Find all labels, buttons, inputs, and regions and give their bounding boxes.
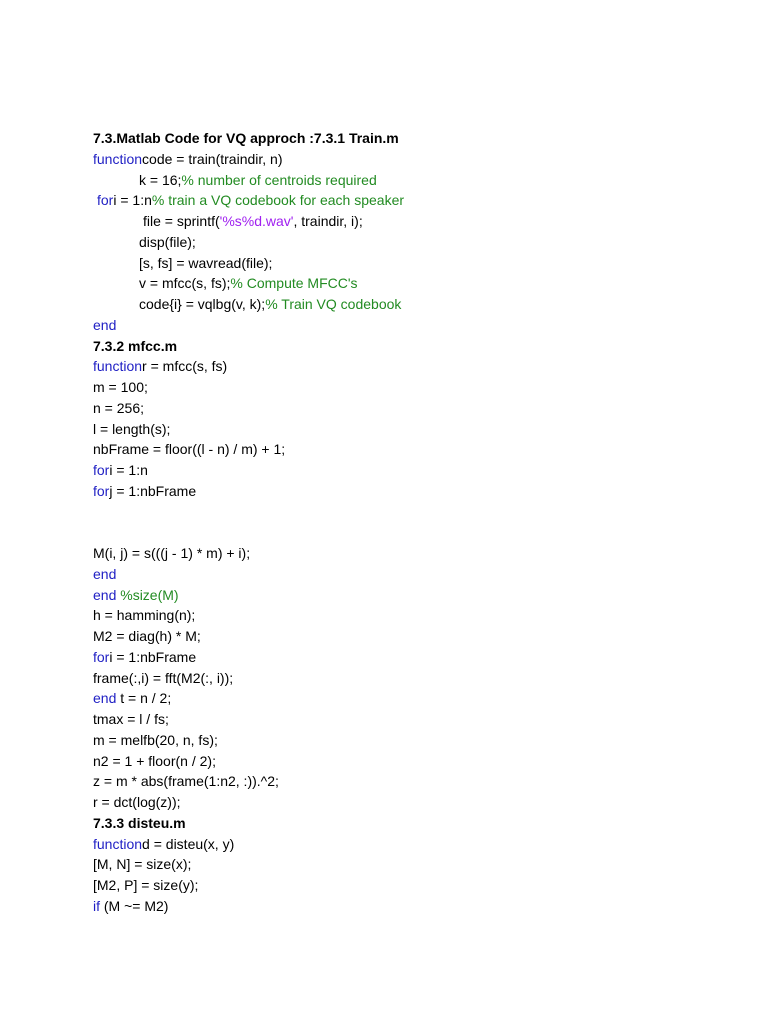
keyword: for	[93, 462, 110, 478]
code-text: (M ~= M2)	[100, 897, 169, 914]
section-heading-mfcc: 7.3.2 mfcc.m	[93, 337, 178, 354]
keyword: for	[93, 648, 110, 665]
code-line	[93, 564, 733, 585]
code-text: r = mfcc(s, fs)	[142, 358, 228, 375]
code-line	[93, 398, 733, 419]
code-text: k = 16;	[139, 171, 182, 188]
code-text: l = length(s);	[93, 420, 171, 437]
code-text: nbFrame = floor((l - n) / m) + 1;	[93, 441, 286, 458]
code-line	[93, 834, 733, 855]
comment: % train a VQ codebook for each speaker	[151, 192, 405, 209]
code-text: , traindir, i);	[293, 213, 363, 229]
code-text: r = dct(log(z));	[93, 794, 181, 810]
code-line	[93, 149, 733, 170]
code-line	[93, 751, 733, 772]
code-line	[93, 771, 733, 792]
code-text: code = train(traindir, n)	[142, 150, 283, 167]
code-line	[93, 896, 733, 917]
code-text: frame(:,i) = fft(M2(:, i));	[93, 669, 234, 686]
code-text: t = n / 2;	[120, 690, 172, 707]
keyword: end	[93, 565, 117, 582]
code-line	[93, 875, 733, 896]
code-text: m = 100;	[93, 379, 148, 395]
code-text: h = hamming(n);	[93, 607, 196, 624]
code-text: M(i, j) = s(((j - 1) * m) + i);	[93, 545, 251, 561]
code-line	[93, 315, 733, 336]
code-text: i = 1:n	[109, 462, 148, 478]
code-line	[93, 419, 733, 440]
comment: % Compute MFCC's	[230, 275, 358, 292]
section-heading-train: 7.3.Matlab Code for VQ approch :7.3.1 Train.m	[93, 130, 399, 146]
keyword: function	[93, 358, 143, 375]
code-text: j = 1:nbFrame	[109, 482, 197, 499]
code-line	[93, 439, 733, 460]
code-line	[93, 626, 733, 647]
code-text: [M2, P] = size(y);	[93, 877, 199, 893]
code-text: disp(file);	[139, 233, 196, 250]
code-text: [s, fs] = wavread(file);	[139, 254, 273, 271]
document-page	[93, 128, 733, 917]
code-line	[93, 294, 733, 315]
code-text: n2 = 1 + floor(n / 2);	[93, 752, 216, 769]
keyword: for	[93, 482, 110, 499]
code-line	[93, 170, 733, 191]
code-text: m = melfb(20, n, fs);	[93, 731, 218, 748]
code-line	[93, 273, 733, 294]
code-line	[93, 854, 733, 875]
code-line	[93, 190, 733, 211]
code-line	[93, 709, 733, 730]
code-text: i = 1:nbFrame	[109, 648, 197, 665]
blank-space	[93, 502, 733, 544]
code-line	[93, 232, 733, 253]
code-line	[93, 253, 733, 274]
code-text: v = mfcc(s, fs);	[139, 275, 231, 292]
code-line	[93, 356, 733, 377]
string-literal: '%s%d.wav'	[219, 213, 294, 229]
code-text: [M, N] = size(x);	[93, 856, 192, 873]
keyword: end	[93, 316, 117, 333]
keyword: function	[93, 835, 143, 852]
code-line	[93, 585, 733, 606]
keyword: function	[93, 150, 143, 167]
comment: % number of centroids required	[181, 171, 377, 188]
code-line	[93, 543, 733, 564]
code-text: d = disteu(x, y)	[142, 835, 235, 852]
code-line	[93, 730, 733, 751]
keyword: end	[93, 586, 117, 603]
code-line	[93, 792, 733, 813]
code-text: z = m * abs(frame(1:n2, :)).^2;	[93, 773, 279, 790]
code-line	[93, 605, 733, 626]
code-text: M2 = diag(h) * M;	[93, 628, 201, 644]
code-text: n = 256;	[93, 399, 144, 416]
code-line	[93, 668, 733, 689]
code-line	[93, 481, 733, 502]
code-line	[93, 688, 733, 709]
code-text: code{i} = vqlbg(v, k);	[139, 296, 266, 312]
keyword: end	[93, 690, 117, 707]
comment: % Train VQ codebook	[265, 296, 402, 312]
code-line	[93, 647, 733, 668]
code-text: tmax = l / fs;	[93, 711, 169, 727]
code-text: i = 1:n	[113, 192, 152, 209]
keyword: for	[97, 192, 114, 209]
section-heading-disteu: 7.3.3 disteu.m	[93, 814, 186, 831]
code-line	[93, 460, 733, 481]
code-line	[93, 211, 733, 232]
code-line	[93, 377, 733, 398]
comment: %size(M)	[120, 586, 179, 603]
code-text: file = sprintf(	[143, 213, 220, 229]
keyword: if	[93, 897, 100, 914]
